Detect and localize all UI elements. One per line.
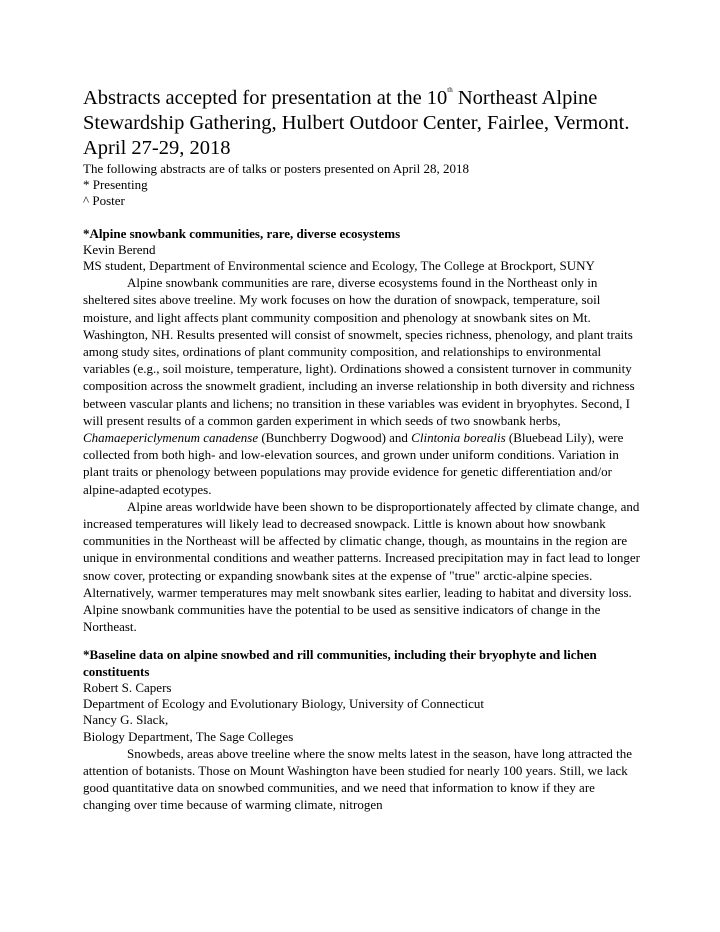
title-text-start: Abstracts accepted for presentation at the 10 (83, 87, 448, 109)
author-affiliation: MS student, Department of Environmental science and Ecology, The College at Brockport, SUNY (83, 258, 595, 274)
document-title (83, 86, 643, 161)
legend-poster: ^ Poster (83, 193, 125, 209)
abstract-paragraph: Alpine snowbank communities are rare, diverse ecosystems found in the Northeast only in sheltered sites above treeline. My work focuses on how the duration of snowpack, temperature, soil moisture, and light affects plant community composition and phenology at snowbank sites on Mt. Washington, NH. Results presented will consist of snowmelt, species richness, phenology, and plant traits among study sites, ordinations of plant community composition, and relationships to environmental variables (e.g., soil moisture, temperature, light). Ordinations showed a consistent turnover in community composition across the snowmelt gradient, including an inverse relationship in both diversity and richness between vascular plants and lichens; no transition in these variables was evident in bryophytes. Second, I will present results of a common garden experiment in which seeds of two snowbank herbs, Chamaepericlymenum canadense (Bunchberry Dogwood) and Clintonia borealis (Bluebead Lily), were collected from both high- and low-elevation sources, and grown under uniform conditions. Variation in plant traits or phenology between populations may provide evidence for genetic differentiation and/or alpine-adapted ecotypes. (83, 275, 635, 497)
title-superscript: th (447, 86, 453, 95)
title-text-end: Northeast Alpine Stewardship Gathering, Hulbert Outdoor Center, Fairlee, Vermont. April 27-29, 2018 (83, 87, 630, 159)
spacer (83, 210, 643, 226)
author-affiliation: Biology Department, The Sage Colleges (83, 728, 294, 744)
abstract-2 (83, 647, 643, 813)
intro-line: The following abstracts are of talks or posters presented on April 28, 2018 (83, 161, 469, 176)
document-page (83, 86, 643, 814)
legend-presenting: * Presenting (83, 177, 148, 193)
author-name: Nancy G. Slack, (83, 712, 169, 728)
spacer (83, 635, 643, 647)
abstract-1 (83, 226, 643, 636)
author-name: Robert S. Capers (83, 679, 172, 695)
abstract-paragraph: Snowbeds, areas above treeline where the snow melts latest in the season, have long attracted the attention of botanists. Those on Mount Washington have been studied for nearly 100 years. Still, we lack good quantitative data on snowbed communities, and we need that information to know if they are changing over time because of warming climate, nitrogen (83, 745, 633, 813)
species-name: Chamaepericlymenum canadense (83, 430, 259, 446)
species-name: Clintonia borealis (411, 430, 506, 446)
author-name: Kevin Berend (83, 241, 156, 257)
author-affiliation: Department of Ecology and Evolutionary Biology, University of Connecticut (83, 696, 484, 712)
abstract-paragraph: Alpine areas worldwide have been shown to be disproportionately affected by climate change, and increased temperatures will likely lead to decreased snowpack. Little is known about how snowbank communities in the Northeast will be affected by climatic change, though, as mountains in the region are unique in environmental conditions and weather patterns. Increased precipitation may in fact lead to longer snow cover, protecting or expanding snowbank sites at the expense of "true" arctic-alpine species. Alternatively, warmer temperatures may melt snowbank sites earlier, leading to habitat and diversity loss. Alpine snowbank communities have the potential to be used as sensitive indicators of change in the Northeast. (83, 498, 641, 635)
abstract-title: *Alpine snowbank communities, rare, diverse ecosystems (83, 225, 401, 241)
abstract-title: *Baseline data on alpine snowbed and rill communities, including their bryophyte and lichen constituents (83, 647, 597, 679)
